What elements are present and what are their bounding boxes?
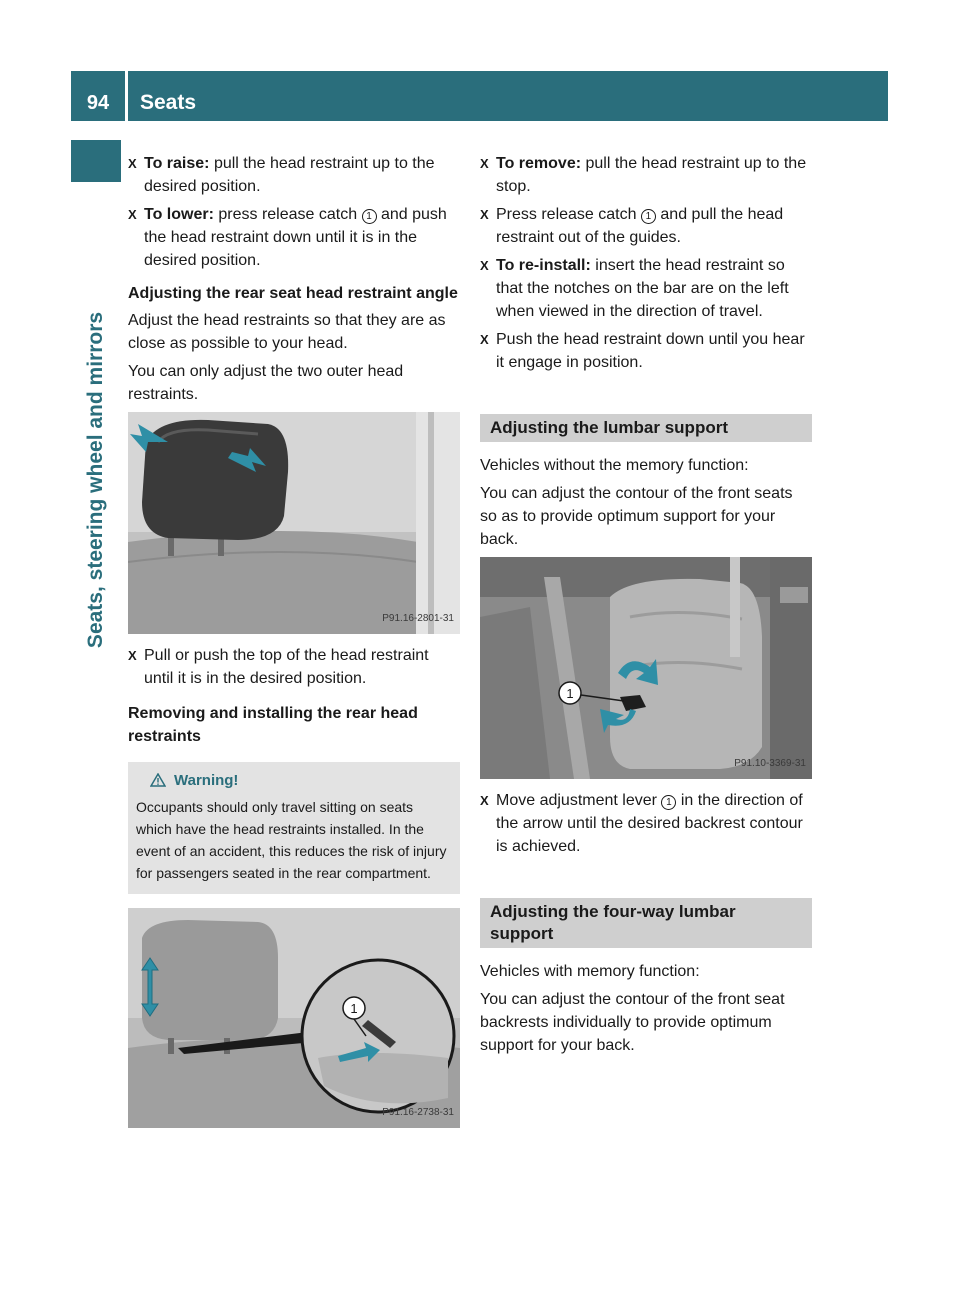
step-push-down: X Push the head restraint down until you hear it engage in position. xyxy=(480,328,812,374)
step-marker-icon: X xyxy=(480,793,489,808)
step-move-lever: X Move adjustment lever 1 in the direction of the arrow until the desired backrest contour is achieved. xyxy=(480,789,812,858)
step-remove: X To remove: pull the head restraint up to the stop. xyxy=(480,152,812,198)
warning-triangle-icon xyxy=(150,772,166,794)
step-raise: X To raise: pull the head restraint up to the desired position. xyxy=(128,152,460,198)
callout-number: 1 xyxy=(362,209,377,224)
figure-code: P91.16-2801-31 xyxy=(382,613,454,624)
warning-title: Warning! xyxy=(136,770,452,794)
figure-code: P91.16-2738-31 xyxy=(382,1107,454,1118)
page-header xyxy=(71,71,888,121)
left-column xyxy=(128,152,460,1138)
step-press-release: X Press release catch 1 and pull the head restraint out of the guides. xyxy=(480,203,812,249)
page-number: 94 xyxy=(86,92,110,114)
section-tab xyxy=(71,140,121,182)
step-pull-push: X Pull or push the top of the head restraint until it is in the desired position. xyxy=(128,644,460,690)
section-label: Seats, steering wheel and mirrors xyxy=(84,311,107,649)
step-marker-icon: X xyxy=(480,156,489,171)
paragraph: You can adjust the contour of the front seat backrests individually to provide optimum support for your back. xyxy=(480,991,785,1054)
callout-number: 1 xyxy=(350,1001,358,1016)
step-marker-icon: X xyxy=(128,648,137,663)
figure-code: P91.10-3369-31 xyxy=(734,758,806,769)
warning-box xyxy=(128,762,460,894)
page-title: Seats xyxy=(140,91,197,114)
section-heading-fourway: Adjusting the four-way lumbar support xyxy=(480,898,812,948)
paragraph: Vehicles without the memory function: xyxy=(480,457,749,474)
paragraph: You can adjust the contour of the front seats so as to provide optimum support for your back. xyxy=(480,485,793,548)
section-heading-lumbar: Adjusting the lumbar support xyxy=(480,414,812,442)
callout-number: 1 xyxy=(566,686,574,701)
figure-release-catch xyxy=(128,908,460,1128)
step-marker-icon: X xyxy=(480,258,489,273)
paragraph: Adjust the head restraints so that they are as close as possible to your head. xyxy=(128,312,446,352)
heading-remove: Removing and installing the rear head restraints xyxy=(128,705,418,745)
step-marker-icon: X xyxy=(480,207,489,222)
step-marker-icon: X xyxy=(128,156,137,171)
right-column xyxy=(480,152,812,1062)
step-marker-icon: X xyxy=(480,332,489,347)
callout-number: 1 xyxy=(641,209,656,224)
heading-angle: Adjusting the rear seat head restraint angle xyxy=(128,285,458,302)
figure-lumbar-lever xyxy=(480,557,812,779)
step-reinstall: X To re-install: insert the head restraint so that the notches on the bar are on the left when viewed in the direction of travel. xyxy=(480,254,812,323)
header-divider xyxy=(125,71,128,121)
step-marker-icon: X xyxy=(128,207,137,222)
section-sidebar xyxy=(75,200,117,760)
paragraph: Vehicles with memory function: xyxy=(480,963,700,980)
figure-head-restraint-angle xyxy=(128,412,460,634)
callout-number: 1 xyxy=(661,795,676,810)
step-lower: X To lower: press release catch 1 and push the head restraint down until it is in the desired position. xyxy=(128,203,460,272)
paragraph: You can only adjust the two outer head restraints. xyxy=(128,363,404,403)
warning-text: Occupants should only travel sitting on seats which have the head restraints installed. In the event of an accident, this reduces the risk of injury for passengers seated in the rear compartment. xyxy=(136,799,447,881)
